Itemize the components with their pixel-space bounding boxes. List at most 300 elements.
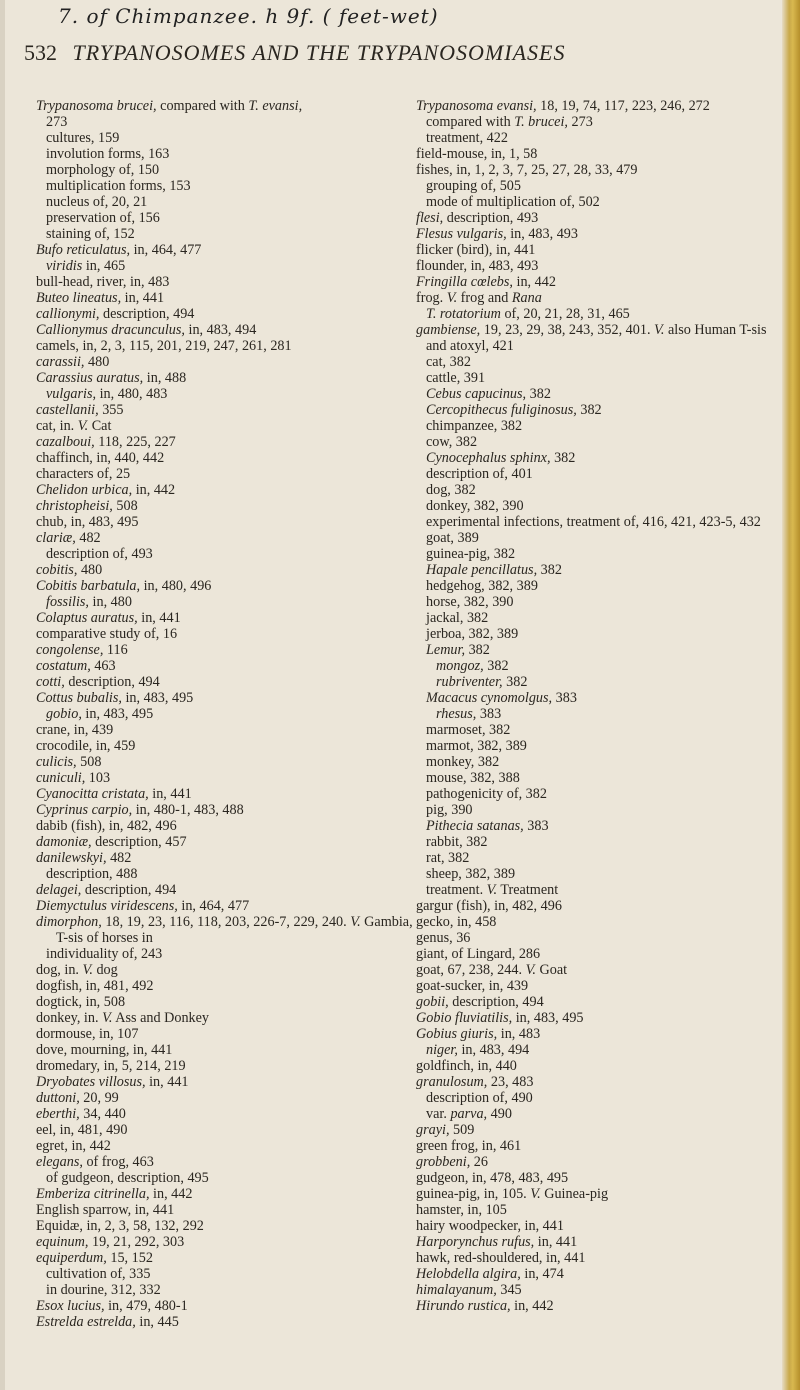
- entry-text: 18, 19, 74, 117, 223, 246, 272: [536, 98, 710, 114]
- entry-term: grayi,: [416, 1122, 450, 1138]
- entry-text: in, 441: [145, 1074, 189, 1090]
- index-entry: [416, 1202, 796, 1218]
- index-entry: [416, 530, 796, 546]
- entry-term: duttoni,: [36, 1090, 80, 1106]
- entry-text: dog, 382: [426, 482, 476, 498]
- index-entry: [36, 738, 416, 754]
- index-entry: [416, 1090, 796, 1106]
- entry-text: 480: [84, 354, 110, 370]
- index-column-right: [416, 98, 796, 1314]
- index-entry: [416, 418, 796, 434]
- entry-text: 355: [98, 402, 124, 418]
- entry-text: rat, 382: [426, 850, 470, 866]
- index-entry: [36, 450, 416, 466]
- entry-text: 383: [552, 690, 577, 706]
- entry-text: 383: [476, 706, 502, 722]
- entry-text: var.: [426, 1106, 451, 1122]
- index-entry: [36, 514, 416, 530]
- index-entry: [36, 1250, 416, 1266]
- entry-text: English sparrow, in, 441: [36, 1202, 175, 1218]
- entry-term: christopheisi,: [36, 498, 113, 514]
- entry-text: green frog, in, 461: [416, 1138, 522, 1154]
- index-entry: [36, 1234, 416, 1250]
- entry-text: compared with: [426, 114, 515, 130]
- entry-text: frog and: [457, 290, 512, 306]
- index-entry: [416, 642, 796, 658]
- entry-text: 382: [526, 386, 551, 402]
- entry-text: dormouse, in, 107: [36, 1026, 139, 1042]
- entry-text: nucleus of, 20, 21: [46, 194, 148, 210]
- entry-text: giant, of Lingard, 286: [416, 946, 541, 962]
- entry-text: guinea-pig, in, 105.: [416, 1186, 531, 1202]
- entry-term: Diemyctulus viridescens,: [36, 898, 178, 914]
- index-entry: [36, 674, 416, 690]
- index-entry: [36, 434, 416, 450]
- entry-term: Gobio fluviatilis,: [416, 1010, 513, 1026]
- entry-text: field-mouse, in, 1, 58: [416, 146, 538, 162]
- index-entry: [36, 898, 416, 914]
- index-entry: [36, 130, 416, 146]
- index-entry: [416, 818, 796, 834]
- index-entry: [36, 882, 416, 898]
- entry-text: genus, 36: [416, 930, 471, 946]
- entry-text: hedgehog, 382, 389: [426, 578, 538, 594]
- entry-text: crane, in, 439: [36, 722, 114, 738]
- index-entry: [416, 306, 796, 322]
- index-entry: [416, 482, 796, 498]
- entry-text: staining of, 152: [46, 226, 135, 242]
- entry-text: 26: [470, 1154, 488, 1170]
- index-entry: [416, 1234, 796, 1250]
- index-entry: [416, 706, 796, 722]
- index-entry: [416, 114, 796, 130]
- index-entry: [416, 1282, 796, 1298]
- entry-text: 463: [90, 658, 116, 674]
- entry-text: of frog, 463: [82, 1154, 154, 1170]
- entry-text: compared with: [156, 98, 249, 114]
- entry-text: 480: [77, 562, 103, 578]
- index-entry: [36, 290, 416, 306]
- index-entry: [416, 1250, 796, 1266]
- index-entry: [36, 418, 416, 434]
- entry-text: egret, in, 442: [36, 1138, 111, 1154]
- entry-term: Lemur,: [426, 642, 466, 658]
- index-entry: [416, 1218, 796, 1234]
- entry-term: cazalboui,: [36, 434, 95, 450]
- entry-text: 20, 99: [79, 1090, 119, 1106]
- entry-term: T. rotatorium: [426, 306, 501, 322]
- entry-text: description, 494: [81, 882, 177, 898]
- entry-text: flounder, in, 483, 493: [416, 258, 539, 274]
- entry-text: pig, 390: [426, 802, 473, 818]
- entry-text: cultures, 159: [46, 130, 120, 146]
- entry-term: viridis: [46, 258, 83, 274]
- index-entry: [416, 578, 796, 594]
- entry-term: gobii,: [416, 994, 449, 1010]
- handwritten-note: 7. of Chimpanzee. h 9f. ( feet-wet): [58, 4, 439, 28]
- index-entry: [36, 1186, 416, 1202]
- index-entry: [36, 914, 416, 946]
- entry-term: Macacus cynomolgus,: [426, 690, 553, 706]
- index-entry: [36, 786, 416, 802]
- entry-text: 509: [449, 1122, 475, 1138]
- index-entry: [36, 322, 416, 338]
- index-entry: [416, 962, 796, 978]
- index-entry: [416, 370, 796, 386]
- index-column-left: [36, 98, 416, 1330]
- entry-term: delagei,: [36, 882, 82, 898]
- index-entry: [416, 834, 796, 850]
- entry-text: of, 20, 21, 28, 31, 465: [500, 306, 630, 322]
- index-entry: [416, 978, 796, 994]
- entry-text: description, 494: [448, 994, 544, 1010]
- entry-text: in, 441: [148, 786, 192, 802]
- index-entry: [416, 146, 796, 162]
- entry-term: equinum,: [36, 1234, 89, 1250]
- entry-term: rhesus,: [436, 706, 477, 722]
- index-entry: [36, 98, 416, 114]
- index-entry: [36, 594, 416, 610]
- entry-text: grouping of, 505: [426, 178, 521, 194]
- index-entry: [36, 306, 416, 322]
- entry-text: 382: [576, 402, 602, 418]
- entry-term: Fringilla cœlebs,: [416, 274, 513, 290]
- index-entry: [36, 962, 416, 978]
- entry-term: Cyprinus carpio,: [36, 802, 133, 818]
- index-entry: [36, 1154, 416, 1170]
- index-entry: [416, 354, 796, 370]
- entry-term: V.: [654, 322, 665, 338]
- entry-text: morphology of, 150: [46, 162, 160, 178]
- entry-term: Estrelda estrelda,: [36, 1314, 136, 1330]
- index-entry: [416, 562, 796, 578]
- index-entry: [36, 1026, 416, 1042]
- index-entry: [416, 786, 796, 802]
- index-entry: [36, 1042, 416, 1058]
- entry-term: cuniculi,: [36, 770, 86, 786]
- index-entry: [36, 578, 416, 594]
- entry-term: Cyanocitta cristata,: [36, 786, 149, 802]
- entry-text: 382: [502, 674, 528, 690]
- index-entry: [36, 178, 416, 194]
- index-entry: [36, 242, 416, 258]
- entry-term: damoniæ,: [36, 834, 92, 850]
- entry-text: rabbit, 382: [426, 834, 488, 850]
- entry-text: chimpanzee, 382: [426, 418, 523, 434]
- index-entry: [416, 1266, 796, 1282]
- index-entry: [416, 194, 796, 210]
- index-entry: [416, 1026, 796, 1042]
- index-entry: [36, 466, 416, 482]
- entry-text: 490: [487, 1106, 512, 1122]
- entry-term: parva,: [450, 1106, 488, 1122]
- entry-term: V.: [77, 418, 89, 434]
- index-entry: [416, 322, 796, 338]
- index-entry: [416, 914, 796, 930]
- index-entry: [416, 498, 796, 514]
- entry-term: V.: [530, 1186, 541, 1202]
- index-entry: [36, 1170, 416, 1186]
- entry-text: gudgeon, in, 478, 483, 495: [416, 1170, 569, 1186]
- index-entry: [416, 1186, 796, 1202]
- entry-text: 15, 152: [106, 1250, 153, 1266]
- entry-text: multiplication forms, 153: [46, 178, 191, 194]
- index-entry: [416, 658, 796, 674]
- entry-text: description of, 401: [426, 466, 533, 482]
- entry-term: carassii,: [36, 354, 85, 370]
- entry-text: goat, 67, 238, 244.: [416, 962, 526, 978]
- entry-text: goldfinch, in, 440: [416, 1058, 517, 1074]
- index-entry: [36, 354, 416, 370]
- index-entry: [36, 386, 416, 402]
- entry-text: 34, 440: [79, 1106, 126, 1122]
- entry-text: mode of multiplication of, 502: [426, 194, 600, 210]
- entry-text: gargur (fish), in, 482, 496: [416, 898, 562, 914]
- entry-text: in, 480: [88, 594, 132, 610]
- entry-text: fishes, in, 1, 2, 3, 7, 25, 27, 28, 33, 479: [416, 162, 638, 178]
- index-entry: [36, 658, 416, 674]
- entry-term: Gobius giuris,: [416, 1026, 498, 1042]
- entry-text: characters of, 25: [36, 466, 131, 482]
- entry-text: eel, in, 481, 490: [36, 1122, 128, 1138]
- index-entry: [416, 1010, 796, 1026]
- index-entry: [36, 274, 416, 290]
- index-entry: [416, 178, 796, 194]
- entry-text: in, 480-1, 483, 488: [132, 802, 244, 818]
- index-entry: [416, 386, 796, 402]
- index-entry: [36, 1282, 416, 1298]
- index-entry: [416, 1074, 796, 1090]
- entry-term: fossilis,: [46, 594, 89, 610]
- entry-text: dogfish, in, 481, 492: [36, 978, 154, 994]
- index-entry: [416, 850, 796, 866]
- entry-text: comparative study of, 16: [36, 626, 178, 642]
- index-entry: [416, 226, 796, 242]
- entry-term: Trypanosoma brucei,: [36, 98, 157, 114]
- entry-text: description, 494: [64, 674, 160, 690]
- index-entry: [36, 1106, 416, 1122]
- entry-text: dog, in.: [36, 962, 83, 978]
- entry-text: 345: [496, 1282, 522, 1298]
- running-header: [24, 40, 794, 80]
- entry-term: Cebus capucinus,: [426, 386, 527, 402]
- entry-text: camels, in, 2, 3, 115, 201, 219, 247, 261, 281: [36, 338, 292, 354]
- index-entry: [416, 1138, 796, 1154]
- entry-term: cotti,: [36, 674, 65, 690]
- index-entry: [36, 994, 416, 1010]
- entry-text: individuality of, 243: [46, 946, 163, 962]
- entry-term: mongoz,: [436, 658, 484, 674]
- entry-term: vulgaris,: [46, 386, 97, 402]
- entry-text: goat, 389: [426, 530, 479, 546]
- index-entry: [36, 258, 416, 274]
- index-entry: [416, 802, 796, 818]
- entry-term: Esox lucius,: [36, 1298, 105, 1314]
- entry-text: dog: [92, 962, 118, 978]
- entry-term: Cottus bubalis,: [36, 690, 122, 706]
- index-entry: [416, 1058, 796, 1074]
- index-entry: [416, 738, 796, 754]
- entry-term: Buteo lineatus,: [36, 290, 122, 306]
- index-entry: [416, 130, 796, 146]
- entry-term: V.: [350, 914, 361, 930]
- entry-text: cultivation of, 335: [46, 1266, 151, 1282]
- entry-term: granulosum,: [416, 1074, 488, 1090]
- entry-term: V.: [525, 962, 536, 978]
- entry-text: 382: [465, 642, 490, 658]
- index-entry: [36, 1058, 416, 1074]
- entry-term: Emberiza citrinella,: [36, 1186, 150, 1202]
- entry-term: V.: [82, 962, 93, 978]
- index-entry: [36, 834, 416, 850]
- entry-term: Helobdella algira,: [416, 1266, 521, 1282]
- entry-text: Cat: [88, 418, 112, 434]
- index-entry: [36, 370, 416, 386]
- entry-term: dimorphon,: [36, 914, 102, 930]
- entry-text: in, 479, 480-1: [104, 1298, 188, 1314]
- index-entry: [416, 626, 796, 642]
- index-entry: [416, 1170, 796, 1186]
- index-entry: [36, 498, 416, 514]
- entry-term: flesi,: [416, 210, 444, 226]
- index-entry: [416, 898, 796, 914]
- entry-text: in, 483, 494: [184, 322, 257, 338]
- entry-text: 19, 23, 29, 38, 243, 352, 401.: [480, 322, 655, 338]
- index-entry: [36, 146, 416, 162]
- index-entry: [416, 1106, 796, 1122]
- index-entry: [416, 274, 796, 290]
- entry-text: in, 442: [149, 1186, 193, 1202]
- entry-text: monkey, 382: [426, 754, 500, 770]
- entry-text: 482: [75, 530, 101, 546]
- entry-text: cow, 382: [426, 434, 478, 450]
- entry-text: 382: [550, 450, 576, 466]
- entry-text: Ass and Donkey: [112, 1010, 210, 1026]
- entry-text: hamster, in, 105: [416, 1202, 507, 1218]
- index-entry: [36, 1218, 416, 1234]
- index-entry: [36, 850, 416, 866]
- index-entry: [36, 1122, 416, 1138]
- index-entry: [416, 402, 796, 418]
- entry-text: in, 483, 495: [512, 1010, 584, 1026]
- page-left-edge: [0, 0, 5, 1390]
- entry-text: donkey, 382, 390: [426, 498, 524, 514]
- entry-text: crocodile, in, 459: [36, 738, 136, 754]
- running-title: TRYPANOSOMES AND THE TRYPANOSOMIASES: [72, 40, 566, 65]
- index-entry: [416, 450, 796, 466]
- entry-text: flicker (bird), in, 441: [416, 242, 536, 258]
- entry-term: danilewskyi,: [36, 850, 107, 866]
- entry-text: also Human T-sis: [664, 322, 767, 338]
- entry-term: callionymi,: [36, 306, 100, 322]
- index-entry: [36, 946, 416, 962]
- entry-text: in, 442: [512, 274, 556, 290]
- index-entry: [416, 466, 796, 482]
- entry-term: gobio,: [46, 706, 82, 722]
- index-entry: [416, 98, 796, 114]
- entry-text: treatment, 422: [426, 130, 508, 146]
- index-entry: [416, 1042, 796, 1058]
- entry-text: in, 464, 477: [177, 898, 250, 914]
- index-entry: [416, 770, 796, 786]
- entry-text: pathogenicity of, 382: [426, 786, 547, 802]
- index-entry: [416, 594, 796, 610]
- index-entry: [416, 674, 796, 690]
- index-entry: [416, 866, 796, 882]
- index-entry: [36, 978, 416, 994]
- entry-text: 508: [76, 754, 102, 770]
- entry-text: in, 465: [82, 258, 126, 274]
- index-entry: [416, 1154, 796, 1170]
- entry-term: Cynocephalus sphinx,: [426, 450, 551, 466]
- index-entry: [36, 818, 416, 834]
- entry-text: 18, 19, 23, 116, 118, 203, 226-7, 229, 240.: [101, 914, 351, 930]
- index-entry: [416, 290, 796, 306]
- index-entry: [36, 546, 416, 562]
- entry-text: marmot, 382, 389: [426, 738, 527, 754]
- entry-term: rubriventer,: [436, 674, 503, 690]
- entry-text: in, 445: [135, 1314, 179, 1330]
- index-entry: [36, 338, 416, 354]
- entry-term: Pithecia satanas,: [426, 818, 524, 834]
- entry-text: experimental infections, treatment of, 416, 421, 423-5, 432: [426, 514, 761, 530]
- entry-text: 23, 483: [487, 1074, 534, 1090]
- index-entry: [36, 482, 416, 498]
- index-entry: [36, 802, 416, 818]
- index-entry: [36, 754, 416, 770]
- entry-term: castellanii,: [36, 402, 99, 418]
- entry-term: elegans,: [36, 1154, 83, 1170]
- index-entry: [416, 946, 796, 962]
- index-entry: [36, 194, 416, 210]
- entry-text: in, 483, 494: [457, 1042, 530, 1058]
- entry-term: congolense,: [36, 642, 104, 658]
- index-entry: [416, 930, 796, 946]
- entry-term: Cercopithecus fuliginosus,: [426, 402, 577, 418]
- entry-text: 382: [537, 562, 562, 578]
- index-entry: [416, 1298, 796, 1314]
- index-entry: [416, 754, 796, 770]
- index-entry: [36, 1010, 416, 1026]
- entry-text: description, 494: [99, 306, 195, 322]
- entry-text: sheep, 382, 389: [426, 866, 516, 882]
- entry-term: Rana: [511, 290, 542, 306]
- entry-text: bull-head, river, in, 483: [36, 274, 170, 290]
- entry-term: cobitis,: [36, 562, 78, 578]
- index-entry: [36, 1314, 416, 1330]
- entry-term: Carassius auratus,: [36, 370, 144, 386]
- index-entry: [36, 162, 416, 178]
- entry-term: Callionymus dracunculus,: [36, 322, 185, 338]
- index-entry: [36, 690, 416, 706]
- index-entry: [36, 866, 416, 882]
- index-entry: [36, 1202, 416, 1218]
- entry-term: V.: [486, 882, 498, 898]
- entry-text: in, 480, 483: [96, 386, 168, 402]
- entry-term: grobbeni,: [416, 1154, 471, 1170]
- entry-text: in, 483, 495: [121, 690, 194, 706]
- entry-term: Chelidon urbica,: [36, 482, 133, 498]
- index-entry: [416, 546, 796, 562]
- entry-text: 103: [85, 770, 111, 786]
- entry-term: T. evansi,: [248, 98, 303, 114]
- page-number: 532: [24, 40, 57, 65]
- entry-text: horse, 382, 390: [426, 594, 514, 610]
- index-entry: [416, 514, 796, 530]
- index-entry: [36, 642, 416, 658]
- entry-text: 273: [567, 114, 593, 130]
- index-entry: [36, 210, 416, 226]
